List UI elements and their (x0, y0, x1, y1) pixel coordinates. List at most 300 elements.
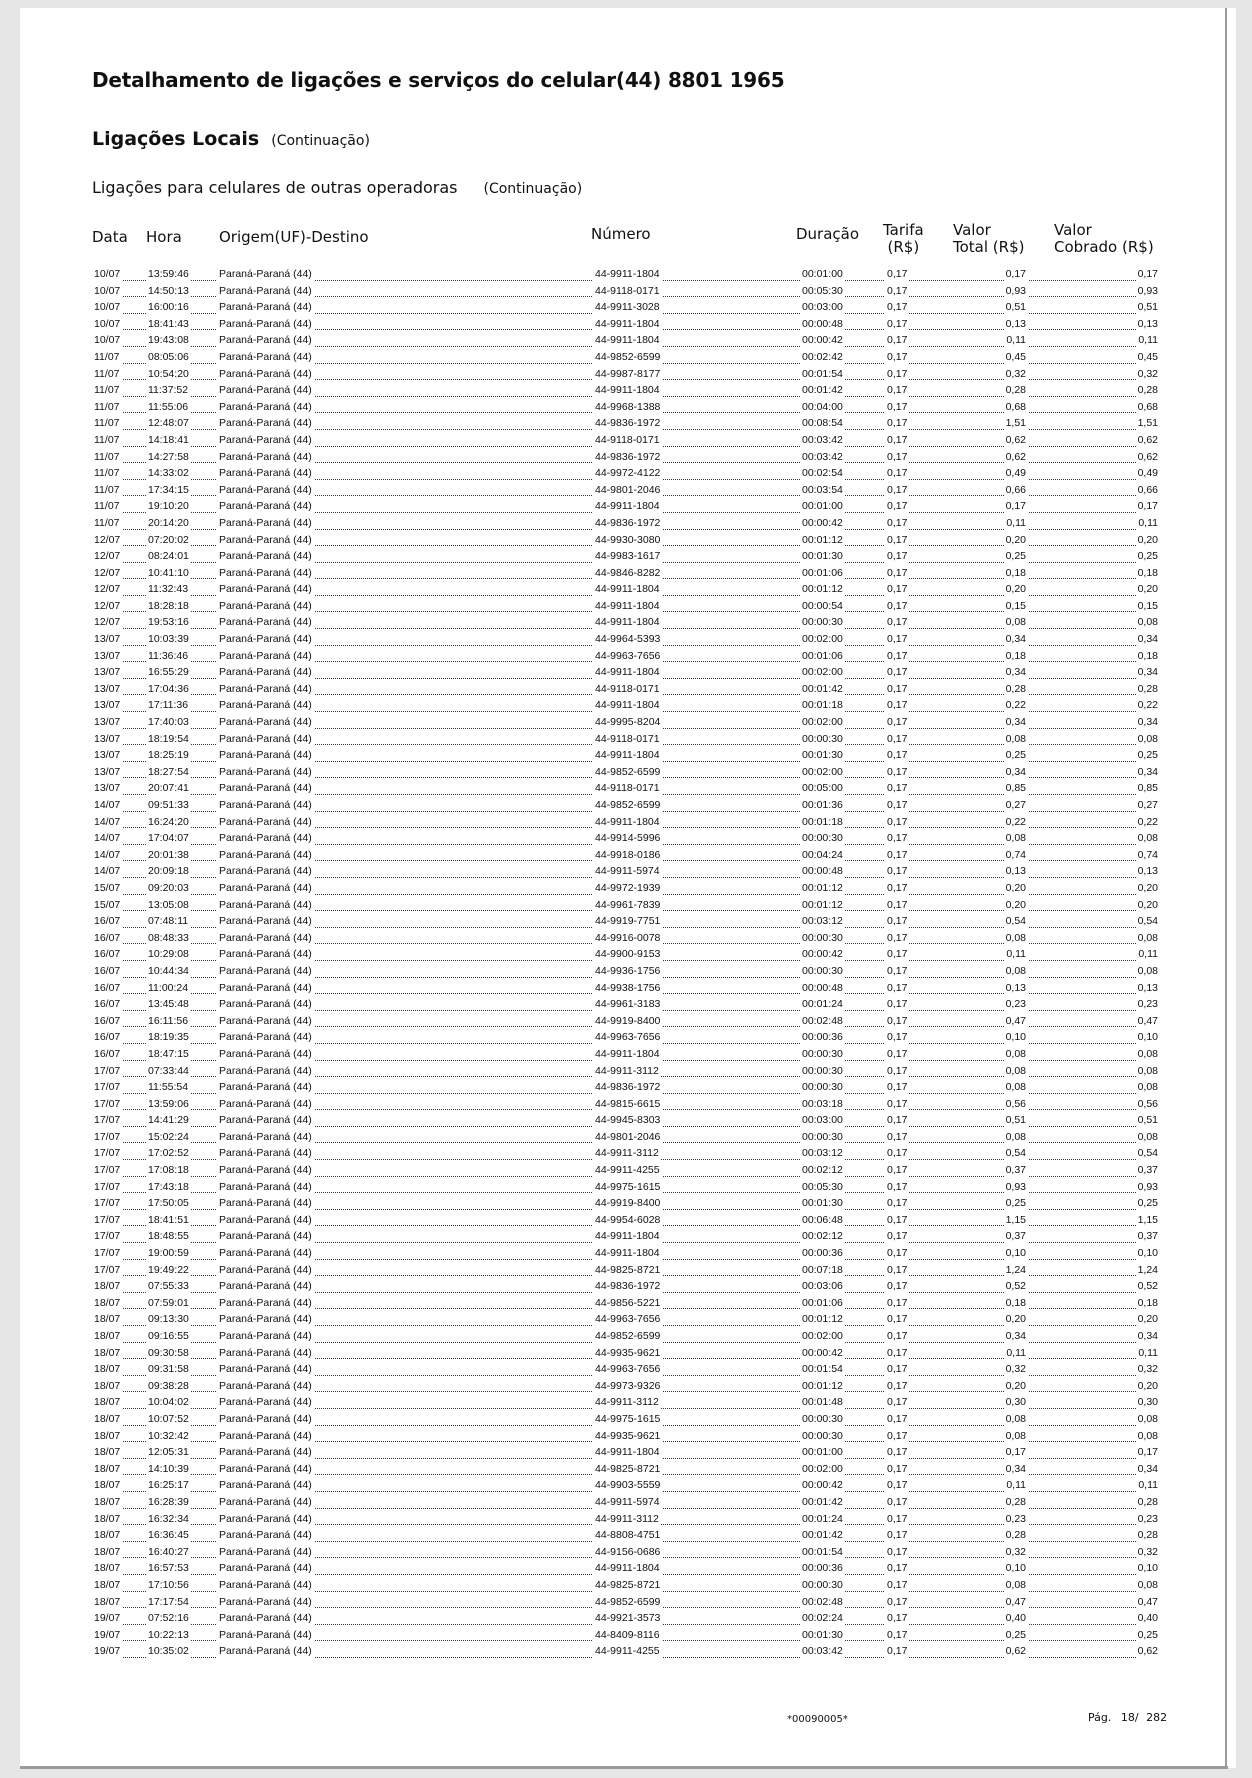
table-row (0, 831, 1252, 848)
cell-valor-cobrado: 0,32 (1137, 367, 1158, 380)
cell-valor-total: 0,34 (1005, 633, 1026, 646)
header-valor-total (953, 222, 1024, 256)
cell-duracao: 00:01:42 (802, 1529, 843, 1542)
cell-duracao: 00:01:54 (802, 367, 843, 380)
cell-time: 10:54:20 (148, 367, 189, 380)
table-row (0, 815, 1252, 832)
cell-valor-total: 0,49 (1005, 467, 1026, 480)
cell-date: 10/07 (94, 334, 121, 347)
cell-valor-cobrado: 0,22 (1137, 699, 1158, 712)
cell-valor-cobrado: 0,28 (1137, 682, 1158, 695)
table-row (0, 1395, 1252, 1412)
cell-tarifa: 0,17 (887, 865, 908, 878)
cell-duracao: 00:01:06 (802, 1296, 843, 1309)
table-row (0, 1628, 1252, 1645)
cell-tarifa: 0,17 (887, 1545, 908, 1558)
cell-valor-total: 0,34 (1005, 1330, 1026, 1342)
cell-numero: 44-9846-8282 (595, 566, 661, 579)
cell-numero: 44-9911-1804 (595, 1047, 660, 1060)
cell-date: 18/07 (94, 1412, 121, 1425)
cell-time: 18:27:54 (148, 765, 189, 778)
cell-numero: 44-9919-8400 (595, 1197, 661, 1210)
cell-numero: 44-9903-5559 (595, 1479, 661, 1492)
cell-valor-cobrado: 0,13 (1137, 981, 1158, 994)
table-row (0, 1146, 1252, 1163)
cell-tarifa: 0,17 (887, 1114, 908, 1127)
cell-valor-total: 0,54 (1005, 1147, 1026, 1160)
cell-duracao: 00:01:48 (802, 1396, 843, 1409)
cell-valor-total: 0,18 (1005, 649, 1026, 662)
cell-valor-cobrado: 0,25 (1137, 749, 1158, 762)
cell-valor-cobrado: 0,66 (1137, 483, 1158, 496)
cell-valor-cobrado: 0,08 (1137, 732, 1158, 745)
header-tarifa-label: Tarifa (883, 221, 924, 239)
cell-origem-destino: Paraná-Paraná (44) (219, 749, 312, 762)
cell-valor-cobrado: 0,27 (1137, 799, 1158, 811)
cell-valor-cobrado: 0,08 (1137, 1429, 1158, 1442)
cell-numero: 44-8808-4751 (595, 1529, 661, 1542)
cell-valor-total: 0,45 (1005, 350, 1026, 363)
cell-valor-total: 0,10 (1005, 1247, 1026, 1260)
cell-origem-destino: Paraná-Paraná (44) (219, 1247, 312, 1260)
cell-numero: 44-9919-8400 (595, 1014, 661, 1027)
cell-numero: 44-9118-0171 (595, 782, 660, 795)
cell-duracao: 00:02:00 (802, 1330, 843, 1342)
cell-time: 17:17:54 (148, 1595, 189, 1608)
cell-duracao: 00:00:48 (802, 865, 843, 878)
table-row (0, 1478, 1252, 1495)
cell-valor-cobrado: 0,54 (1137, 1147, 1158, 1160)
cell-time: 20:07:41 (148, 782, 189, 795)
page-total: 282 (1146, 1711, 1168, 1724)
cell-tarifa: 0,17 (887, 815, 908, 828)
cell-origem-destino: Paraná-Paraná (44) (219, 301, 312, 314)
cell-tarifa: 0,17 (887, 682, 908, 695)
cell-origem-destino: Paraná-Paraná (44) (219, 1495, 312, 1508)
cell-numero: 44-9987-8177 (595, 367, 661, 380)
cell-duracao: 00:02:00 (802, 666, 843, 679)
table-row (0, 1379, 1252, 1396)
cell-valor-total: 0,20 (1005, 1313, 1026, 1326)
cell-date: 13/07 (94, 633, 121, 646)
cell-numero: 44-9911-1804 (595, 1247, 660, 1260)
cell-time: 12:05:31 (148, 1446, 189, 1459)
section-title: Ligações Locais (92, 128, 260, 150)
cell-tarifa: 0,17 (887, 483, 908, 496)
cell-valor-cobrado: 0,08 (1137, 616, 1158, 629)
cell-valor-cobrado: 0,23 (1137, 998, 1158, 1011)
cell-time: 10:35:02 (148, 1645, 189, 1658)
table-row (0, 1064, 1252, 1081)
cell-origem-destino: Paraná-Paraná (44) (219, 1412, 312, 1425)
cell-duracao: 00:00:30 (802, 616, 843, 629)
cell-time: 09:13:30 (148, 1313, 189, 1326)
cell-valor-cobrado: 0,20 (1137, 1313, 1158, 1326)
table-row (0, 1312, 1252, 1329)
cell-numero: 44-9911-3112 (595, 1512, 659, 1525)
cell-valor-total: 0,08 (1005, 964, 1026, 977)
cell-date: 13/07 (94, 682, 121, 695)
cell-tarifa: 0,17 (887, 1562, 908, 1575)
cell-origem-destino: Paraná-Paraná (44) (219, 1396, 312, 1409)
cell-origem-destino: Paraná-Paraná (44) (219, 433, 312, 446)
cell-duracao: 00:01:00 (802, 268, 843, 280)
cell-valor-cobrado: 0,74 (1137, 848, 1158, 861)
cell-numero: 44-9954-6028 (595, 1213, 661, 1226)
cell-date: 18/07 (94, 1512, 121, 1525)
cell-date: 18/07 (94, 1330, 121, 1342)
table-row (0, 533, 1252, 550)
cell-duracao: 00:07:18 (802, 1263, 843, 1276)
cell-numero: 44-9964-5393 (595, 633, 661, 646)
cell-valor-total: 0,08 (1005, 1130, 1026, 1143)
cell-tarifa: 0,17 (887, 799, 908, 811)
cell-valor-total: 0,34 (1005, 1462, 1026, 1475)
cell-time: 18:48:55 (148, 1230, 189, 1243)
cell-origem-destino: Paraná-Paraná (44) (219, 981, 312, 994)
cell-duracao: 00:04:24 (802, 848, 843, 861)
cell-numero: 44-9975-1615 (595, 1180, 661, 1193)
cell-time: 11:36:46 (148, 649, 189, 662)
cell-valor-total: 0,25 (1005, 749, 1026, 762)
cell-valor-total: 0,10 (1005, 1562, 1026, 1575)
header-tarifa (883, 222, 924, 256)
cell-tarifa: 0,17 (887, 832, 908, 845)
table-row (0, 1512, 1252, 1529)
header-origem-destino: Origem(UF)-Destino (219, 228, 369, 246)
cell-time: 10:32:42 (148, 1429, 189, 1442)
cell-tarifa: 0,17 (887, 583, 908, 596)
table-row (0, 914, 1252, 931)
cell-date: 11/07 (94, 450, 120, 463)
cell-numero: 44-9911-1804 (595, 666, 660, 679)
cell-time: 09:20:03 (148, 881, 189, 894)
cell-date: 17/07 (94, 1147, 121, 1160)
cell-tarifa: 0,17 (887, 1147, 908, 1160)
cell-numero: 44-9935-9621 (595, 1346, 661, 1359)
cell-date: 18/07 (94, 1280, 121, 1293)
cell-date: 11/07 (94, 433, 120, 446)
cell-duracao: 00:00:42 (802, 334, 843, 347)
cell-origem-destino: Paraná-Paraná (44) (219, 400, 312, 413)
cell-time: 16:40:27 (148, 1545, 189, 1558)
table-row (0, 864, 1252, 881)
cell-numero: 44-9801-2046 (595, 483, 661, 496)
table-row (0, 732, 1252, 749)
cell-numero: 44-9836-1972 (595, 1081, 661, 1094)
cell-tarifa: 0,17 (887, 1064, 908, 1077)
cell-tarifa: 0,17 (887, 1578, 908, 1591)
table-row (0, 1263, 1252, 1280)
cell-time: 17:04:07 (148, 832, 189, 845)
cell-tarifa: 0,17 (887, 1396, 908, 1409)
cell-valor-cobrado: 0,13 (1137, 317, 1158, 330)
cell-valor-total: 0,56 (1005, 1097, 1026, 1110)
cell-valor-total: 0,22 (1005, 699, 1026, 712)
cell-valor-total: 0,08 (1005, 931, 1026, 944)
cell-numero: 44-9968-1388 (595, 400, 661, 413)
cell-duracao: 00:00:30 (802, 832, 843, 845)
cell-date: 18/07 (94, 1562, 121, 1575)
table-row (0, 300, 1252, 317)
cell-date: 16/07 (94, 915, 121, 928)
cell-origem-destino: Paraná-Paraná (44) (219, 666, 312, 679)
table-row (0, 499, 1252, 516)
cell-duracao: 00:00:30 (802, 1412, 843, 1425)
cell-numero: 44-9938-1756 (595, 981, 661, 994)
cell-tarifa: 0,17 (887, 1628, 908, 1641)
cell-valor-total: 0,23 (1005, 998, 1026, 1011)
cell-time: 16:36:45 (148, 1529, 189, 1542)
cell-tarifa: 0,17 (887, 500, 908, 513)
cell-numero: 44-9801-2046 (595, 1130, 661, 1143)
cell-valor-cobrado: 0,08 (1137, 1578, 1158, 1591)
cell-duracao: 00:00:30 (802, 931, 843, 944)
cell-valor-cobrado: 0,34 (1137, 666, 1158, 679)
cell-date: 19/07 (94, 1612, 121, 1625)
cell-origem-destino: Paraná-Paraná (44) (219, 1081, 312, 1094)
cell-duracao: 00:03:42 (802, 433, 843, 446)
cell-numero: 44-9118-0171 (595, 682, 660, 695)
cell-origem-destino: Paraná-Paraná (44) (219, 1578, 312, 1591)
cell-duracao: 00:01:12 (802, 1313, 843, 1326)
cell-origem-destino: Paraná-Paraná (44) (219, 848, 312, 861)
cell-valor-total: 0,28 (1005, 384, 1026, 397)
cell-numero: 44-9919-7751 (595, 915, 661, 928)
cell-time: 13:59:06 (148, 1097, 189, 1110)
cell-valor-total: 0,15 (1005, 599, 1026, 612)
page-current: 18 (1120, 1711, 1135, 1724)
table-row (0, 1080, 1252, 1097)
cell-numero: 44-9911-1804 (595, 268, 660, 280)
cell-duracao: 00:00:48 (802, 317, 843, 330)
cell-valor-cobrado: 0,17 (1137, 1446, 1158, 1459)
cell-date: 18/07 (94, 1363, 121, 1376)
cell-numero: 44-9911-5974 (595, 865, 660, 878)
cell-origem-destino: Paraná-Paraná (44) (219, 1147, 312, 1160)
cell-time: 16:28:39 (148, 1495, 189, 1508)
cell-tarifa: 0,17 (887, 716, 908, 729)
cell-origem-destino: Paraná-Paraná (44) (219, 1628, 312, 1641)
cell-tarifa: 0,17 (887, 1014, 908, 1027)
cell-duracao: 00:02:48 (802, 1014, 843, 1027)
cell-time: 16:55:29 (148, 666, 189, 679)
cell-tarifa: 0,17 (887, 1230, 908, 1243)
cell-date: 17/07 (94, 1114, 121, 1127)
cell-valor-total: 0,08 (1005, 832, 1026, 845)
table-row (0, 549, 1252, 566)
cell-valor-cobrado: 0,25 (1137, 1197, 1158, 1210)
cell-origem-destino: Paraná-Paraná (44) (219, 948, 312, 961)
cell-valor-cobrado: 0,20 (1137, 1379, 1158, 1392)
cell-time: 08:24:01 (148, 550, 189, 563)
cell-date: 13/07 (94, 666, 121, 679)
cell-duracao: 00:03:00 (802, 1114, 843, 1127)
cell-valor-cobrado: 0,15 (1137, 599, 1158, 612)
cell-date: 16/07 (94, 981, 121, 994)
cell-date: 18/07 (94, 1595, 121, 1608)
cell-origem-destino: Paraná-Paraná (44) (219, 467, 312, 480)
cell-date: 13/07 (94, 732, 121, 745)
cell-valor-total: 0,28 (1005, 1529, 1026, 1542)
cell-date: 18/07 (94, 1495, 121, 1508)
cell-numero: 44-9836-1972 (595, 417, 661, 430)
cell-duracao: 00:03:18 (802, 1097, 843, 1110)
header-valor-total-line1: Valor (953, 221, 991, 239)
cell-valor-cobrado: 0,20 (1137, 583, 1158, 596)
cell-valor-total: 0,52 (1005, 1280, 1026, 1293)
cell-tarifa: 0,17 (887, 533, 908, 546)
cell-time: 16:24:20 (148, 815, 189, 828)
cell-valor-total: 0,51 (1005, 301, 1026, 314)
cell-duracao: 00:01:42 (802, 1495, 843, 1508)
cell-date: 11/07 (94, 417, 120, 430)
cell-valor-total: 0,28 (1005, 682, 1026, 695)
cell-numero: 44-9825-8721 (595, 1578, 661, 1591)
cell-numero: 44-9118-0171 (595, 284, 660, 297)
cell-tarifa: 0,17 (887, 1164, 908, 1177)
cell-valor-total: 0,47 (1005, 1014, 1026, 1027)
cell-tarifa: 0,17 (887, 1213, 908, 1226)
cell-duracao: 00:01:54 (802, 1363, 843, 1376)
cell-time: 07:59:01 (148, 1296, 189, 1309)
cell-valor-cobrado: 0,11 (1138, 1479, 1158, 1492)
cell-duracao: 00:01:36 (802, 799, 843, 811)
table-row (0, 1362, 1252, 1379)
cell-valor-cobrado: 0,52 (1137, 1280, 1158, 1293)
cell-tarifa: 0,17 (887, 1512, 908, 1525)
cell-numero: 44-9852-6599 (595, 1330, 661, 1342)
cell-valor-cobrado: 0,08 (1137, 931, 1158, 944)
cell-origem-destino: Paraná-Paraná (44) (219, 1346, 312, 1359)
cell-numero: 44-9911-5974 (595, 1495, 660, 1508)
cell-valor-total: 0,08 (1005, 1081, 1026, 1094)
cell-numero: 44-9118-0171 (595, 433, 660, 446)
cell-duracao: 00:00:30 (802, 1064, 843, 1077)
cell-numero: 44-9914-5996 (595, 832, 661, 845)
cell-origem-destino: Paraná-Paraná (44) (219, 1529, 312, 1542)
cell-valor-cobrado: 0,20 (1137, 881, 1158, 894)
table-row (0, 665, 1252, 682)
cell-time: 19:10:20 (148, 500, 189, 513)
cell-time: 18:41:43 (148, 317, 189, 330)
header-hora: Hora (146, 228, 182, 246)
cell-duracao: 00:01:00 (802, 1446, 843, 1459)
cell-numero: 44-9911-1804 (595, 1446, 660, 1459)
cell-time: 08:05:06 (148, 350, 189, 363)
cell-valor-cobrado: 0,32 (1137, 1363, 1158, 1376)
cell-numero: 44-9916-0078 (595, 931, 661, 944)
cell-date: 18/07 (94, 1462, 121, 1475)
cell-valor-total: 0,93 (1005, 1180, 1026, 1193)
cell-date: 13/07 (94, 699, 121, 712)
cell-valor-cobrado: 0,68 (1137, 400, 1158, 413)
cell-numero: 44-9936-1756 (595, 964, 661, 977)
cell-date: 17/07 (94, 1197, 121, 1210)
cell-tarifa: 0,17 (887, 1247, 908, 1260)
cell-duracao: 00:01:12 (802, 881, 843, 894)
table-row (0, 383, 1252, 400)
cell-tarifa: 0,17 (887, 1462, 908, 1475)
cell-origem-destino: Paraná-Paraná (44) (219, 1213, 312, 1226)
cell-time: 20:01:38 (148, 848, 189, 861)
cell-valor-total: 0,20 (1005, 881, 1026, 894)
cell-time: 17:40:03 (148, 716, 189, 729)
cell-valor-total: 0,22 (1005, 815, 1026, 828)
cell-numero: 44-9945-8303 (595, 1114, 661, 1127)
cell-time: 07:52:16 (148, 1612, 189, 1625)
header-duracao: Duração (796, 225, 860, 243)
cell-origem-destino: Paraná-Paraná (44) (219, 998, 312, 1011)
page-border-bottom (20, 1766, 1228, 1769)
cell-duracao: 00:00:36 (802, 1247, 843, 1260)
cell-valor-total: 0,37 (1005, 1164, 1026, 1177)
cell-valor-total: 1,24 (1005, 1263, 1026, 1276)
cell-valor-cobrado: 0,08 (1137, 1130, 1158, 1143)
cell-valor-total: 0,10 (1005, 1031, 1026, 1044)
cell-time: 18:47:15 (148, 1047, 189, 1060)
cell-origem-destino: Paraná-Paraná (44) (219, 1280, 312, 1293)
cell-duracao: 00:01:30 (802, 550, 843, 563)
cell-valor-cobrado: 0,40 (1137, 1612, 1158, 1625)
cell-time: 07:55:33 (148, 1280, 189, 1293)
cell-date: 16/07 (94, 1047, 121, 1060)
cell-tarifa: 0,17 (887, 1081, 908, 1094)
cell-numero: 44-9836-1972 (595, 450, 661, 463)
table-row (0, 599, 1252, 616)
cell-valor-total: 0,32 (1005, 1363, 1026, 1376)
cell-numero: 44-9972-4122 (595, 467, 661, 480)
cell-duracao: 00:01:54 (802, 1545, 843, 1558)
cell-numero: 44-9900-9153 (595, 948, 661, 961)
header-data: Data (92, 228, 128, 246)
cell-valor-total: 0,20 (1005, 583, 1026, 596)
cell-tarifa: 0,17 (887, 666, 908, 679)
cell-time: 14:50:13 (148, 284, 189, 297)
cell-time: 16:00:16 (148, 301, 189, 314)
cell-date: 18/07 (94, 1529, 121, 1542)
cell-origem-destino: Paraná-Paraná (44) (219, 1429, 312, 1442)
cell-origem-destino: Paraná-Paraná (44) (219, 516, 312, 529)
cell-tarifa: 0,17 (887, 1263, 908, 1276)
cell-date: 12/07 (94, 566, 121, 579)
cell-duracao: 00:03:42 (802, 450, 843, 463)
cell-origem-destino: Paraná-Paraná (44) (219, 268, 312, 280)
cell-valor-cobrado: 0,93 (1137, 1180, 1158, 1193)
cell-valor-total: 0,51 (1005, 1114, 1026, 1127)
cell-origem-destino: Paraná-Paraná (44) (219, 1180, 312, 1193)
cell-date: 17/07 (94, 1081, 121, 1094)
cell-duracao: 00:02:00 (802, 1462, 843, 1475)
cell-time: 13:45:48 (148, 998, 189, 1011)
cell-origem-destino: Paraná-Paraná (44) (219, 1114, 312, 1127)
section-heading (92, 128, 370, 150)
table-row (0, 267, 1252, 284)
cell-duracao: 00:01:12 (802, 583, 843, 596)
footer-barcode-text: *00090005* (787, 1714, 848, 1725)
cell-origem-destino: Paraná-Paraná (44) (219, 1545, 312, 1558)
cell-time: 16:11:56 (148, 1014, 189, 1027)
cell-origem-destino: Paraná-Paraná (44) (219, 915, 312, 928)
cell-time: 07:33:44 (148, 1064, 189, 1077)
cell-tarifa: 0,17 (887, 749, 908, 762)
cell-date: 10/07 (94, 284, 121, 297)
cell-numero: 44-9911-1804 (595, 384, 660, 397)
cell-time: 18:19:35 (148, 1031, 189, 1044)
cell-time: 10:44:34 (148, 964, 189, 977)
cell-origem-destino: Paraná-Paraná (44) (219, 350, 312, 363)
table-row (0, 649, 1252, 666)
